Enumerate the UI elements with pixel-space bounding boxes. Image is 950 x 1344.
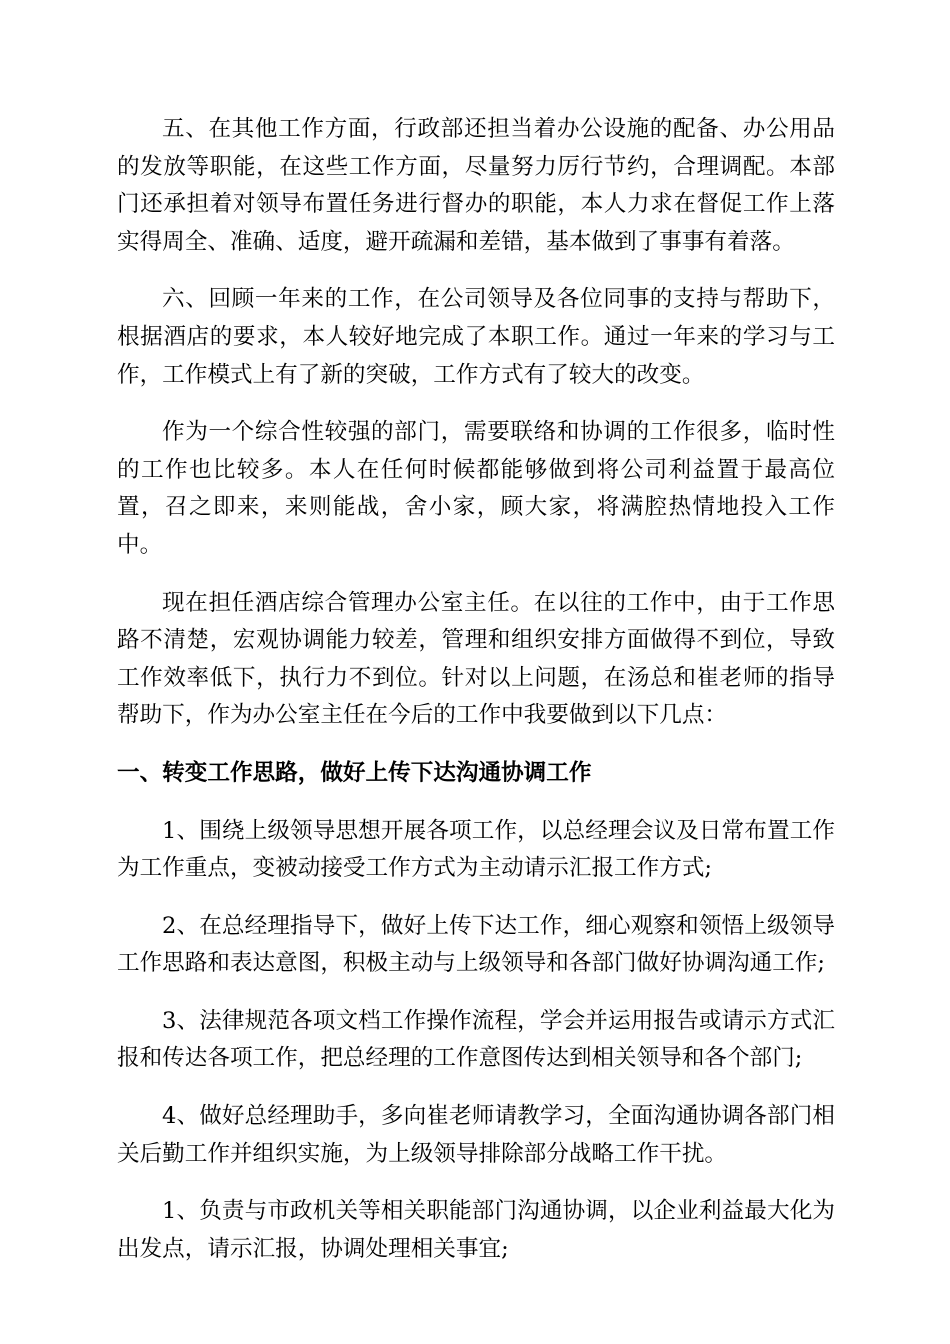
list-item: 4、做好总经理助手，多向崔老师请教学习，全面沟通协调各部门相关后勤工作并组织实施，为上级领导排除部分战略工作干扰。 — [117, 1103, 835, 1167]
document-body — [117, 111, 835, 1288]
list-item: 2、在总经理指导下，做好上传下达工作，细心观察和领悟上级领导工作思路和表达意图，积极主动与上级领导和各部门做好协调沟通工作; — [117, 912, 835, 977]
section-heading: 一、转变工作思路，做好上传下达沟通协调工作 — [117, 759, 592, 786]
paragraph-section-six: 六、回顾一年来的工作，在公司领导及各位同事的支持与帮助下，根据酒店的要求，本人较好地完成了本职工作。通过一年来的学习与工作，工作模式上有了新的突破，工作方式有了较大的改变。 — [117, 286, 835, 388]
list-item: 1、围绕上级领导思想开展各项工作，以总经理会议及日常布置工作为工作重点，变被动接受工作方式为主动请示汇报工作方式; — [117, 817, 835, 882]
paragraph-current-position: 现在担任酒店综合管理办公室主任。在以往的工作中，由于工作思路不清楚，宏观协调能力较差，管理和组织安排方面做得不到位，导致工作效率低下，执行力不到位。针对以上问题，在汤总和崔老师的指导帮助下，作为办公室主任在今后的工作中我要做到以下几点： — [117, 589, 835, 729]
list-item: 1、负责与市政机关等相关职能部门沟通协调，以企业利益最大化为出发点，请示汇报，协调处理相关事宜; — [117, 1198, 835, 1262]
paragraph-comprehensive-department: 作为一个综合性较强的部门，需要联络和协调的工作很多，临时性的工作也比较多。本人在任何时候都能够做到将公司利益置于最高位置，召之即来，来则能战，舍小家，顾大家，将满腔热情地投入工作中。 — [117, 419, 835, 558]
paragraph-section-five: 五、在其他工作方面，行政部还担当着办公设施的配备、办公用品的发放等职能，在这些工作方面，尽量努力厉行节约，合理调配。本部门还承担着对领导布置任务进行督办的职能，本人力求在督促工作上落实得周全、准确、适度，避开疏漏和差错，基本做到了事事有着落。 — [117, 116, 835, 255]
list-item: 3、法律规范各项文档工作操作流程，学会并运用报告或请示方式汇报和传达各项工作，把总经理的工作意图传达到相关领导和各个部门; — [117, 1007, 835, 1072]
